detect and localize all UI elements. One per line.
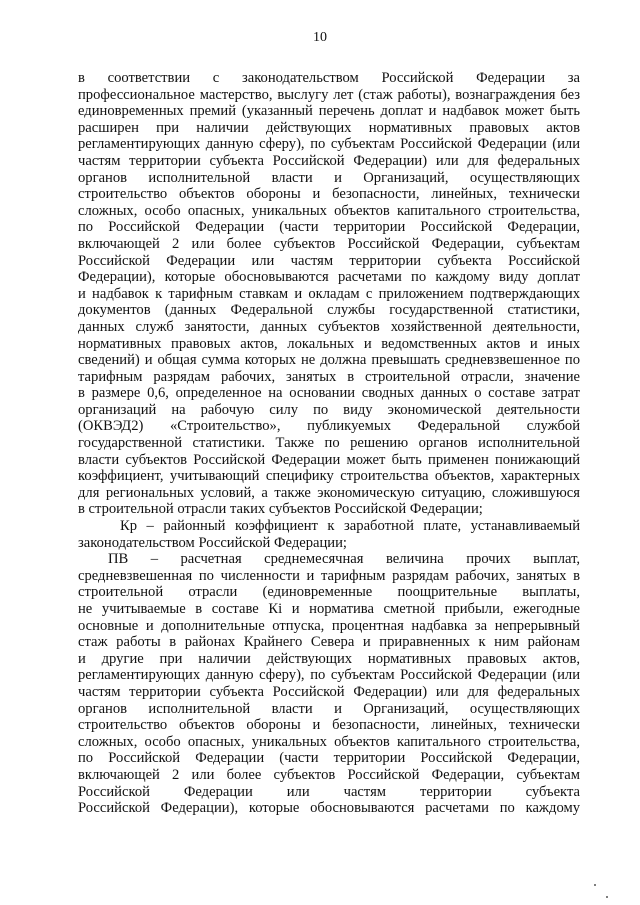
text-line: Российской Федерации или частям территории субъекта Российской [78,252,580,269]
text-line: в строительной отрасли таких субъектов Российской Федерации; [78,501,483,518]
text-line: тарифным разрядам рабочих, занятых в строительной отрасли, значение [78,368,580,385]
text-line: расширен при наличии действующих нормативных правовых актов [78,119,580,136]
text-line: сведений) и общая сумма которых не должна превышать средневзвешенное по [78,352,580,369]
text-line: по Российской Федерации (части территории Российской Федерации, [78,750,580,767]
text-line: организаций на рабочую силу по виду экономической деятельности [78,401,580,418]
text-line: органов исполнительной власти и Организаций, осуществляющих [78,169,580,186]
text-line: государственной статистики. Также по решению органов исполнительной [78,435,580,452]
text-line: Российской Федерации или частям территории субъекта [78,783,580,800]
text-line: для региональных условий, а также экономическую ситуацию, сложившуюся [78,484,580,501]
text-line: включающей 2 или более субъектов Российской Федерации, субъектам [78,235,580,252]
text-line: сложных, особо опасных, уникальных объектов капитального строительства, [78,733,580,750]
text-line: в соответствии с законодательством Российской Федерации за [78,70,580,86]
text-line: (ОКВЭД2) «Строительство», публикуемых Федеральной службой [78,418,580,435]
text-line: законодательством Российской Федерации; [78,534,347,551]
text-line: нормативных правовых актов, локальных и ведомственных актов и иных [78,335,580,352]
text-line: строительство объектов обороны и безопасности, линейных, технически [78,717,580,734]
text-line: регламентирующих данную сферу), по субъектам Российской Федерации (или [78,667,580,684]
text-line: регламентирующих данную сферу), по субъектам Российской Федерации (или [78,136,580,153]
text-line: и другие при наличии действующих нормативных правовых актов, [78,650,580,667]
text-line: сложных, особо опасных, уникальных объектов капитального строительства, [78,202,580,219]
text-line: коэффициент, учитывающий специфику строительства объектов, характерных [78,468,580,485]
text-line: Федерации), которые обосновываются расчетами по каждому виду доплат [78,269,580,286]
text-line: строительной отрасли (единовременные поощрительные выплаты, [78,584,580,601]
text-line: власти субъектов Российской Федерации может быть применен понижающий [78,451,580,468]
text-line: включающей 2 или более субъектов Российской Федерации, субъектам [78,766,580,783]
text-line: органов исполнительной власти и Организаций, осуществляющих [78,700,580,717]
text-line: частям территории субъекта Российской Федерации) или для федеральных [78,152,580,169]
page-number: 10 [313,30,327,45]
text-line: частям территории субъекта Российской Федерации) или для федеральных [78,683,580,700]
scan-speck [594,884,596,886]
text-line: ПВ – расчетная среднемесячная величина прочих выплат, [108,551,580,568]
text-line: стаж работы в районах Крайнего Севера и приравненных к ним районам [78,634,580,651]
text-line: не учитываемые в составе Кi и норматива сметной прибыли, ежегодные [78,601,580,617]
text-line: основные и дополнительные отпуска, процентная надбавка за непрерывный [78,617,580,634]
text-line: единовременных премий (указанный перечень доплат и надбавок может быть [78,103,580,120]
text-line: в размере 0,6, определенное на основании сводных данных о составе затрат [78,385,580,402]
text-line: Кр – районный коэффициент к заработной плате, устанавливаемый [120,518,580,535]
text-line: документов (данных Федеральной службы государственной статистики, [78,302,580,319]
text-line: и надбавок к тарифным ставкам и окладам с приложением подтверждающих [78,285,580,302]
text-line: средневзвешенная по численности и тарифным разрядам рабочих, занятых в [78,567,580,584]
text-line: данных служб занятости, данных субъектов хозяйственной деятельности, [78,318,580,335]
body-text [78,70,580,817]
text-line: профессиональное мастерство, выслугу лет (стаж работы), вознаграждения без [78,86,580,103]
text-line: строительство объектов обороны и безопасности, линейных, технически [78,186,580,203]
scan-speck [606,896,608,898]
text-line: по Российской Федерации (части территории Российской Федерации, [78,219,580,236]
text-line: Российской Федерации), которые обосновываются расчетами по каждому [78,800,580,817]
